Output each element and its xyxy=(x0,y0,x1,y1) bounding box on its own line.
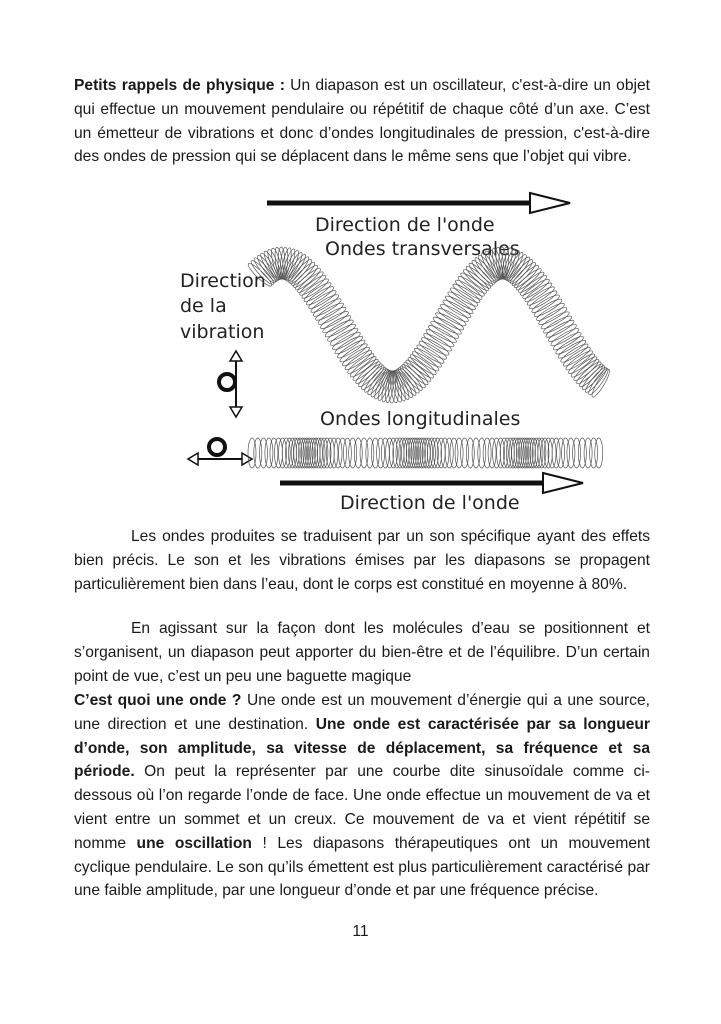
wave-diagram xyxy=(170,185,620,520)
top-direction-label: Direction de l'onde xyxy=(315,214,495,236)
page-number: 11 xyxy=(352,923,369,940)
vertical-vibration-arrow-icon xyxy=(219,351,242,417)
horizontal-vibration-arrow-icon xyxy=(188,439,252,465)
vibration-label-line1: Direction xyxy=(180,270,266,292)
water-paragraph: En agissant sur la façon dont les molécules d’eau se positionnent et s’organisent, un diapason peut apporter du bien-être et de l’équilibre. D’un certain point de vue, c’est un peu une baguette magique xyxy=(74,620,650,685)
wave-text-3: ! Les diapasons thérapeutiques ont un mouvement cyclique pendulaire. Le son qu’ils émettent est plus particulièrement caractérisé par une faible amplitude, par une longueur d’onde et par une fréquence précise. xyxy=(74,834,650,900)
oscillation-bold: une oscillation xyxy=(136,834,252,852)
longitudinal-spring-wave xyxy=(248,438,603,468)
intro-paragraph xyxy=(74,74,650,169)
transverse-spring-wave xyxy=(246,247,612,403)
longitudinal-label: Ondes longitudinales xyxy=(320,408,521,430)
transverse-label: Ondes transversales xyxy=(325,238,520,260)
top-direction-arrow xyxy=(267,193,570,213)
vibration-label-line3: vibration xyxy=(180,321,265,343)
what-is-wave-paragraph xyxy=(74,689,650,903)
bottom-direction-label: Direction de l'onde xyxy=(340,492,520,514)
intro-text: Un diapason est un oscillateur, c'est-à-dire un objet qui effectue un mouvement pendulaire ou répétitif de chaque côté d’un axe. C’est un émetteur de vibrations et donc d’ondes longitudinales de pression, c'est-à-dire des ondes de pression qui se déplacent dans le même sens que l’objet qui vibre. xyxy=(74,77,650,166)
vibration-label-line2: de la xyxy=(180,295,227,317)
wave-question: C’est quoi une onde ? xyxy=(74,692,242,709)
wave-text-2: On peut la représenter par une courbe dite sinusoïdale comme ci-dessous où l’on regarde l’onde de face. Une onde effectue un mouvement de va et vient entre un sommet et un creux. Ce mouvement de va et vient répétitif se nomme xyxy=(74,763,650,852)
waves-paragraph: Les ondes produites se traduisent par un son spécifique ayant des effets bien précis. Le son et les vibrations émises par les diapasons se propagent particulièrement bien dans l’eau, dont le corps est constitué en moyenne à 80%. xyxy=(74,528,650,593)
wave-text-1: Une onde est un mouvement d’énergie qui a une source, une direction et une destination. xyxy=(74,692,650,733)
bottom-direction-arrow xyxy=(280,473,583,493)
wave-definition-bold: Une onde est caractérisée par sa longueur d’onde, son amplitude, sa vitesse de déplacement, sa fréquence et sa période. xyxy=(74,715,650,781)
intro-lead: Petits rappels de physique : xyxy=(74,77,285,94)
